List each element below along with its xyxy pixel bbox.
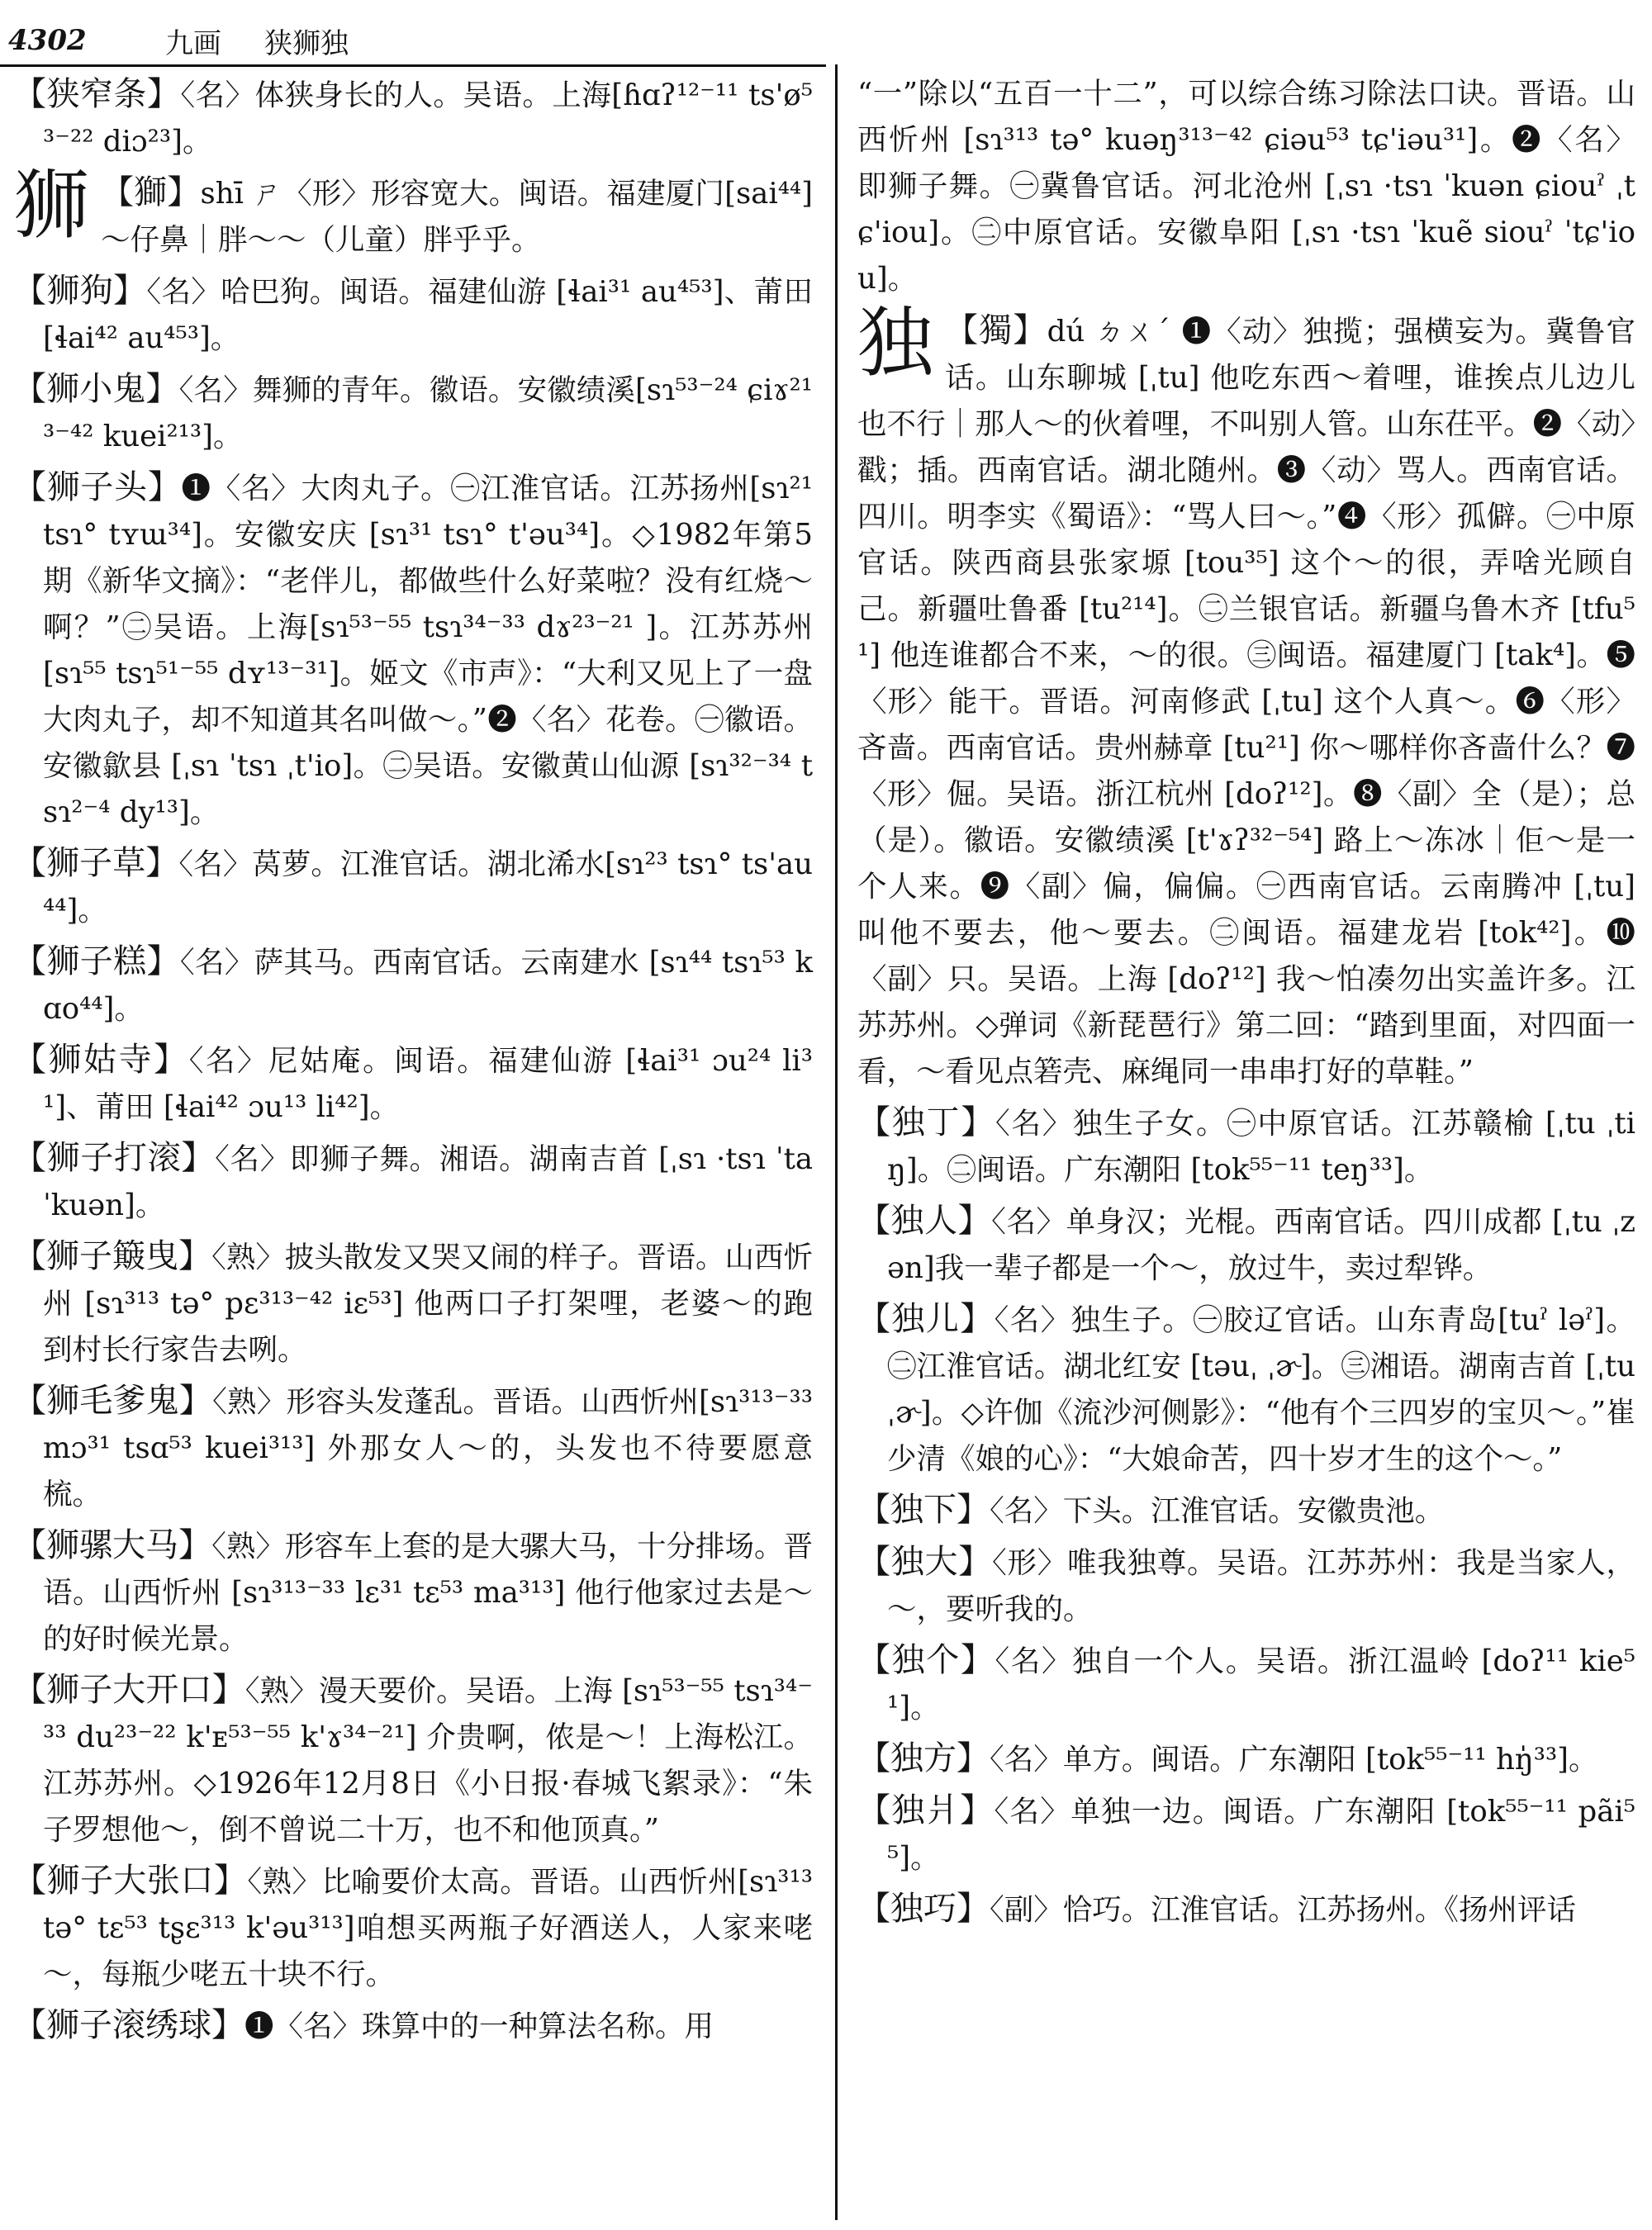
head-character-entry: [857, 299, 1635, 1095]
dictionary-entry: [13, 2002, 813, 2050]
stroke-section: 九画: [165, 26, 221, 60]
dictionary-entry: [13, 1667, 813, 1853]
entry-definition: 〈副〉恰巧。江淮官话。江苏扬州。《扬州评话: [990, 1893, 1577, 1927]
page-header: [3, 20, 1647, 61]
entry-definition: 〈名〉独自一个人。吴语。浙江温岭 [doʔ¹¹ kie⁵¹]。: [887, 1644, 1635, 1725]
entry-definition: 〈熟〉形容车上套的是大骡大马，十分排场。晋语。山西忻州 [sɿ³¹³⁻³³ lɛ³¹ tɛ⁵³ ma³¹³] 他行他家过去是～的好时候光景。: [43, 1530, 813, 1656]
dictionary-entry: [857, 1487, 1635, 1535]
entry-definition: “一”除以“五百一十二”，可以综合练习除法口诀。晋语。山西忻州 [sɿ³¹³ tə° kuəŋ³¹³⁻⁴² ɕiəu⁵³ tɕ'iəu³¹]。❷〈名〉即狮子舞。㊀冀鲁官话。河北沧州 [ˌsɿ ·tsɿ ˈkuən ɕiouˀ ˌtɕ'iou]。㊁中原官话。安徽阜阳 [ˌsɿ ·tsɿ ˈkuẽ siouˀ ˈtɕ'iou]。: [857, 77, 1635, 296]
dictionary-entry: [13, 840, 813, 934]
entry-headword: 【狮子糕】: [13, 942, 180, 980]
entry-definition: 〈名〉哈巴狗。闽语。福建仙游 [ɬai³¹ au⁴⁵³]、莆田 [ɬai⁴² au⁴⁵³]。: [43, 275, 814, 355]
entry-headword: 【独儿】: [857, 1300, 995, 1338]
entry-definition: 〈熟〉形容头发蓬乱。晋语。山西忻州[sɿ³¹³⁻³³ mɔ³¹ tsɑ⁵³ kuei³¹³] 外那女人～的，头发也不待要愿意梳。: [43, 1385, 813, 1511]
entry-definition: 〈名〉单方。闽语。广东潮阳 [tok⁵⁵⁻¹¹ hŋ̍³³]。: [990, 1743, 1598, 1777]
entry-headword: 【独巧】: [857, 1890, 990, 1928]
dictionary-entry: [13, 366, 813, 460]
left-column: [13, 71, 813, 2054]
page-number: 4302: [8, 24, 87, 57]
entry-headword: 【独个】: [857, 1641, 995, 1679]
entry-headword: 【独大】: [857, 1543, 992, 1581]
entry-headword: 【狮子滚绣球】: [13, 2006, 244, 2044]
entry-definition: 〈名〉单身汉；光棍。西南官话。四川成都 [ˌtu ˌzən]我一辈子都是一个～，放过牛，卖过犁铧。: [887, 1205, 1635, 1285]
head-character: 狮: [13, 161, 90, 249]
entry-definition: 〈名〉单独一边。闽语。广东潮阳 [tok⁵⁵⁻¹¹ pãi⁵⁵]。: [887, 1795, 1635, 1875]
dictionary-entry: [13, 1233, 813, 1374]
entry-headword: 【独丁】: [857, 1103, 996, 1141]
dictionary-entry: [13, 938, 813, 1032]
dictionary-entry: [857, 1198, 1635, 1292]
dictionary-entry: [857, 1637, 1635, 1731]
dictionary-entry: [857, 1886, 1635, 1933]
entry-definition: 〈熟〉披头散发又哭又闹的样子。晋语。山西忻州 [sɿ³¹³ tə° pɛ³¹³⁻⁴² iɛ⁵³] 他两口子打架哩，老婆～的跑到村长行家告去咧。: [43, 1241, 813, 1367]
entry-definition: shī ㄕ〈形〉形容宽大。闽语。福建厦门[sai⁴⁴] ～仔鼻｜胖～～（儿童）胖乎乎。: [101, 177, 814, 257]
entry-definition: 〈名〉舞狮的青年。徽语。安徽绩溪[sɿ⁵³⁻²⁴ ɕiɤ²¹³⁻⁴² kuei²¹³]。: [43, 373, 813, 453]
right-column: [857, 71, 1635, 1938]
dictionary-entry: [857, 1787, 1635, 1881]
dictionary-entry: [13, 268, 813, 362]
entry-definition: 〈熟〉比喻要价太高。晋语。山西忻州[sɿ³¹³ tə° tɛ⁵³ tʂɛ³¹³ k'əu³¹³]咱想买两瓶子好酒送人，人家来咾～，每瓶少咾五十块不行。: [43, 1865, 813, 1991]
entry-headword: 【狮子簸曳】: [13, 1237, 212, 1275]
entry-definition: ❶〈名〉大肉丸子。㊀江淮官话。江苏扬州[sɿ²¹ tsɿ° tʏɯ³⁴]。安徽安庆 [sɿ³¹ tsɿ° t'əu³⁴]。◇1982年第5期《新华文摘》：“老伴儿，都做些什么好菜啦？没有红烧～啊？”㊁吴语。上海[sɿ⁵³⁻⁵⁵ tsɿ³⁴⁻³³ dɤ²³⁻²¹ ]。江苏苏州 [sɿ⁵⁵ tsɿ⁵¹⁻⁵⁵ dʏ¹³⁻³¹]。姬文《市声》：“大利又见上了一盘大肉丸子，却不知道其名叫做～。”❷〈名〉花卷。㊀徽语。安徽歙县 [ˌsɿ ˈtsɿ ˌt'io]。㊁吴语。安徽黄山仙源 [sɿ³²⁻³⁴ tsɿ²⁻⁴ dy¹³]。: [43, 472, 814, 829]
entry-definition: 〈名〉尼姑庵。闽语。福建仙游 [ɬai³¹ ɔu²⁴ li³¹]、莆田 [ɬai⁴² ɔu¹³ li⁴²]。: [43, 1044, 814, 1124]
entry-headword: 【狮狗】: [13, 272, 147, 310]
entry-definition: 〈名〉下头。江淮官话。安徽贵池。: [990, 1494, 1445, 1528]
header-characters: 狭狮独: [264, 26, 349, 60]
entry-headword: 【狮姑寺】: [13, 1041, 189, 1079]
entry-definition: dú ㄉㄨˊ ❶〈动〉独揽；强横妄为。冀鲁官话。山东聊城 [ˌtu] 他吃东西～着哩，谁挨点儿边儿也不行｜那人～的伙着哩，不叫别人管。山东茌平。❷〈动〉戳；插。西南官话。湖北随州。❸〈动〉骂人。西南官话。四川。明李实《蜀语》：“骂人曰～。”❹〈形〉孤僻。㊀中原官话。陕西商县张家塬 [tou³⁵] 这个～的很，弄啥光顾自己。新疆吐鲁番 [tu²¹⁴]。㊁兰银官话。新疆乌鲁木齐 [tfu⁵¹] 他连谁都合不来，～的很。㊂闽语。福建厦门 [tak⁴]。❺〈形〉能干。晋语。河南修武 [ˌtu] 这个人真～。❻〈形〉吝啬。西南官话。贵州赫章 [tu²¹] 你～哪样你吝啬什么？❼〈形〉倔。吴语。浙江杭州 [doʔ¹²]。❽〈副〉全（是）；总（是）。徽语。安徽绩溪 [t'ɤʔ³²⁻⁵⁴] 路上～冻冰｜佢～是一个人来。❾〈副〉偏，偏偏。㊀西南官话。云南腾冲 [ˌtu] 叫他不要去，他～要去。㊁闽语。福建龙岩 [tok⁴²]。❿〈副〉只。吴语。上海 [doʔ¹²] 我～怕凑勿出实盖许多。江苏苏州。◇弹词《新琵琶行》第二回：“踏到里面，对四面一看，～看见点箬壳、麻绳同一串串打好的草鞋。”: [857, 315, 1635, 1089]
entry-definition: 〈名〉体狭身长的人。吴语。上海[ɦɑʔ¹²⁻¹¹ ts'ø⁵³⁻²² diɔ²³]。: [43, 78, 813, 159]
dictionary-entry: [13, 1858, 813, 1998]
traditional-form: 【獨】: [945, 311, 1047, 349]
entry-definition: 〈形〉唯我独尊。吴语。江苏苏州：我是当家人，～，要听我的。: [887, 1546, 1635, 1626]
entry-headword: 【狮子大开口】: [13, 1671, 245, 1709]
column-divider: [835, 64, 838, 2220]
dictionary-entry: [13, 1037, 813, 1131]
entry-headword: 【狮小鬼】: [13, 370, 179, 408]
entry-definition: 〈名〉即狮子舞。湘语。湖南吉首 [ˌsɿ ·tsɿ ˈta ˈkuən]。: [43, 1142, 814, 1222]
dictionary-entry: [13, 1135, 813, 1229]
entry-definition: 〈熟〉漫天要价。吴语。上海 [sɿ⁵³⁻⁵⁵ tsɿ³⁴⁻³³ du²³⁻²² k'ᴇ⁵³⁻⁵⁵ k'ɤ³⁴⁻²¹] 介贵啊，侬是～！上海松江。江苏苏州。◇1926年12月8日《小日报·春城飞絮录》：“朱子罗想他～，倒不曾说二十万，也不和他顶真。”: [43, 1674, 814, 1847]
entry-continuation: [857, 71, 1635, 302]
entry-definition: 〈名〉独生子。㊀胶辽官话。山东青岛[tuˀ ləˀ]。㊁江淮官话。湖北红安 [təuˌ ˌɚ]。㊂湘语。湖南吉首 [ˌtu ˌɚ]。◇许伽《流沙河侧影》：“他有个三四岁的宝贝～。”崔少清《娘的心》：“大娘命苦，四十岁才生的这个～。”: [887, 1303, 1635, 1476]
dictionary-entry: [13, 71, 813, 165]
entry-headword: 【狮子大张口】: [13, 1862, 248, 1900]
dictionary-entry: [13, 1378, 813, 1518]
entry-headword: 【独人】: [857, 1202, 992, 1240]
dictionary-entry: [857, 1539, 1635, 1633]
entry-headword: 【狮子头】: [13, 468, 182, 506]
entry-headword: 【狮毛爹鬼】: [13, 1382, 213, 1420]
traditional-form: 【獅】: [101, 173, 201, 211]
dictionary-entry: [13, 1522, 813, 1663]
dictionary-entry: [13, 464, 813, 836]
dictionary-entry: [857, 1735, 1635, 1783]
entry-definition: ❶〈名〉珠算中的一种算法名称。用: [244, 2009, 714, 2043]
entry-definition: 〈名〉独生子女。㊀中原官话。江苏赣榆 [ˌtu ˌtiŋ]。㊁闽语。广东潮阳 [tok⁵⁵⁻¹¹ teŋ³³]。: [887, 1107, 1636, 1187]
entry-definition: 〈名〉萨其马。西南官话。云南建水 [sɿ⁴⁴ tsɿ⁵³ kɑo⁴⁴]。: [43, 946, 813, 1026]
entry-headword: 【狮子打滚】: [13, 1139, 216, 1177]
entry-headword: 【狮子草】: [13, 844, 179, 882]
entry-headword: 【狭窄条】: [13, 75, 181, 113]
entry-headword: 【独爿】: [857, 1791, 995, 1829]
entry-definition: 〈名〉莴萝。江淮官话。湖北浠水[sɿ²³ tsɿ° ts'au⁴⁴]。: [43, 847, 813, 928]
head-character: 独: [857, 299, 934, 387]
dictionary-entry: [857, 1099, 1635, 1193]
header-rule: [0, 64, 826, 67]
dictionary-entry: [857, 1296, 1635, 1483]
entry-headword: 【独下】: [857, 1491, 990, 1529]
head-character-entry: [13, 161, 814, 263]
entry-headword: 【狮骡大马】: [13, 1526, 212, 1564]
entry-headword: 【独方】: [857, 1739, 990, 1777]
